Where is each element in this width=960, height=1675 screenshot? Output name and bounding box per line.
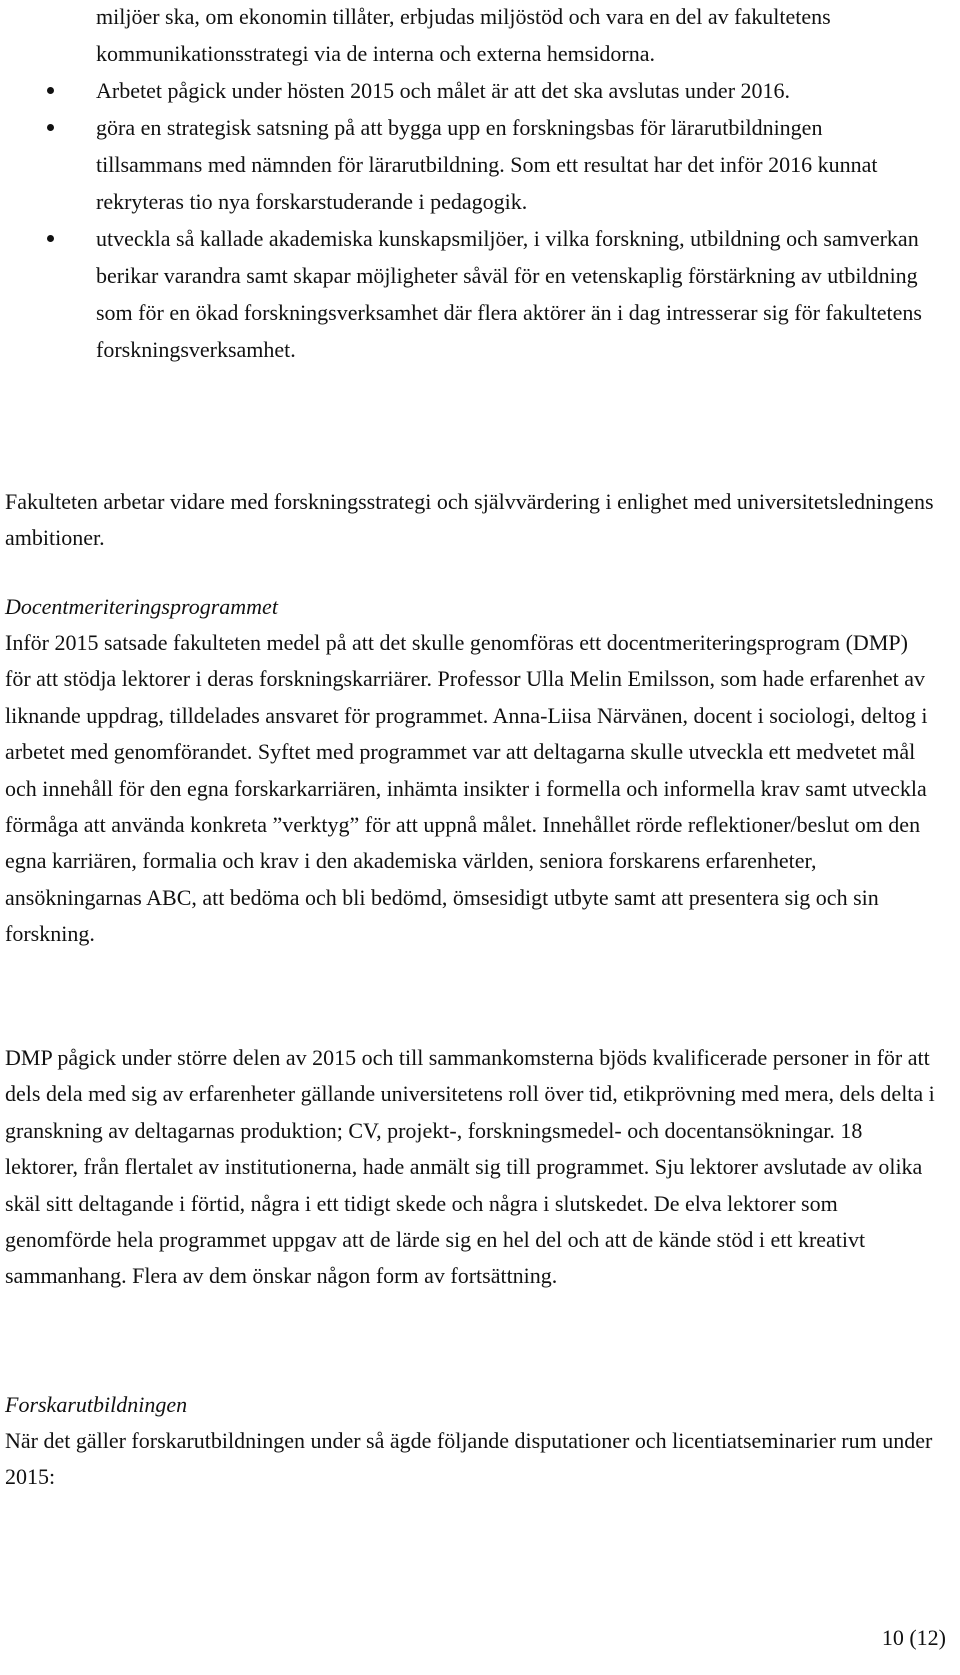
- bullet-dot-icon: [47, 235, 54, 242]
- bullet-item: [44, 220, 924, 368]
- bullet-text: göra en strategisk satsning på att bygga upp en forskningsbas för lärarutbildningen tillsammans med nämnden för lärarutbildning. Som ett resultat har det inför 2016 kunnat rekryteras tio nya forskarstuderande i pedagogik.: [96, 115, 878, 214]
- bullet-item: [44, 72, 924, 109]
- forskar-heading: Forskarutbildningen: [5, 1392, 188, 1417]
- forskar-paragraph: När det gäller forskarutbildningen under så ägde följande disputationer och licentiatseminarier rum under 2015:: [5, 1428, 933, 1490]
- docent-paragraph-2: DMP pågick under större delen av 2015 och till sammankomsterna bjöds kvalificerade personer in för att dels dela med sig av erfarenheter gällande universitetens roll över tid, etikprövning med mera, dels delta i granskning av deltagarnas produktion; CV, projekt-, forskningsmedel- och docentansökningar. 18 lektorer, från flertalet av institutionerna, hade anmält sig till programmet. Sju lektorer avslutade av olika skäl sitt deltagande i förtid, några i ett tidigt skede och några i slutskedet. De elva lektorer som genomförde hela programmet uppgav att de lärde sig en hel del och att de kände stöd i ett kreativt sammanhang. Flera av dem önskar någon form av fortsättning.: [5, 1045, 935, 1289]
- strategy-paragraph: Fakulteten arbetar vidare med forskningsstrategi och självvärdering i enlighet med universitetsledningens ambitioner.: [5, 489, 934, 551]
- page-number: 10 (12): [881, 1625, 946, 1650]
- bullet-text: Arbetet pågick under hösten 2015 och målet är att det ska avslutas under 2016.: [96, 78, 791, 103]
- bullet-dot-icon: [47, 124, 54, 131]
- bullet-text: miljöer ska, om ekonomin tillåter, erbjudas miljöstöd och vara en del av fakultetens kommunikationsstrategi via de interna och externa hemsidorna.: [96, 4, 831, 66]
- bullet-item: [44, 109, 924, 220]
- bullet-list: [44, 0, 924, 368]
- docent-paragraph-1: Inför 2015 satsade fakulteten medel på att det skulle genomföras ett docentmeriteringsprogram (DMP) för att stödja lektorer i deras forskningskarriärer. Professor Ulla Melin Emilsson, som hade erfarenhet av liknande uppdrag, tilldelades ansvaret för programmet. Anna-Liisa Närvänen, docent i sociologi, deltog i arbetet med genomförandet. Syftet med programmet var att deltagarna skulle utveckla ett medvetet mål och innehåll för den egna forskarkarriären, inhämta insikter i formella och informella krav samt utveckla förmåga att använda konkreta ”verktyg” för att uppnå målet. Innehållet rörde reflektioner/beslut om den egna karriären, formalia och krav i den akademiska världen, seniora forskarens erfarenheter, ansökningarnas ABC, att bedöma och bli bedömd, ömsesidigt utbyte samt att presentera sig och sin forskning.: [5, 630, 928, 947]
- bullet-dot-icon: [47, 87, 54, 94]
- docent-heading: Docentmeriteringsprogrammet: [5, 594, 278, 619]
- bullet-text: utveckla så kallade akademiska kunskapsmiljöer, i vilka forskning, utbildning och samverkan berikar varandra samt skapar möjligheter såväl för en vetenskaplig förstärkning av utbildning som för en ökad forskningsverksamhet där flera aktörer än i dag intresserar sig för fakultetens forskningsverksamhet.: [96, 226, 922, 362]
- bullet-item-continued: [44, 0, 924, 72]
